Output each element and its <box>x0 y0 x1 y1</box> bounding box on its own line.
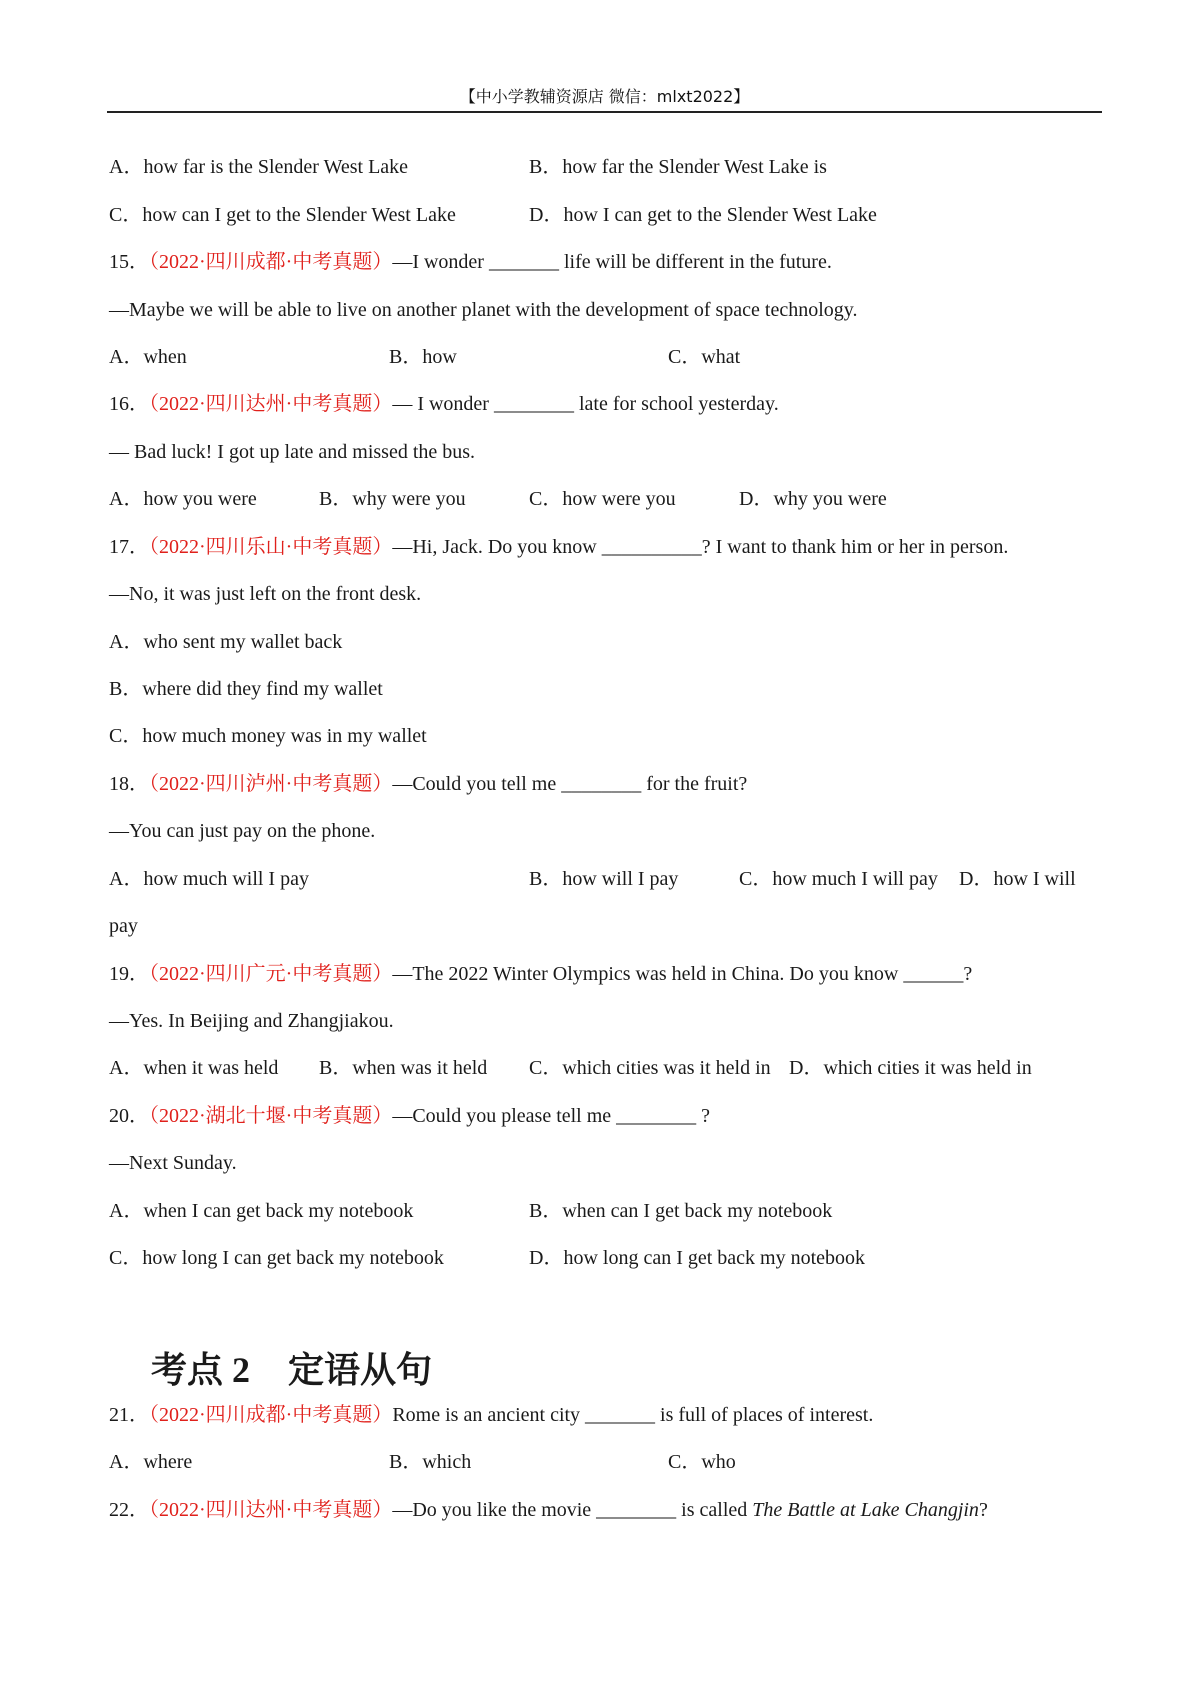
question-stem: —Do you like the movie ________ is called <box>392 1499 753 1521</box>
section-label: 考点 2 <box>151 1350 251 1390</box>
question-19 <box>109 961 972 987</box>
section-title: 定语从句 <box>288 1350 433 1390</box>
question-stem: —I wonder _______ life will be different in the future. <box>392 251 832 273</box>
q19-option-d: D．which cities it was held in <box>789 1057 1032 1079</box>
question-17 <box>109 534 1008 560</box>
q16-option-b: B．why were you <box>319 488 466 510</box>
question-number: 22． <box>109 1499 149 1521</box>
question-number: 17． <box>109 536 149 558</box>
q21-option-a: A．where <box>109 1451 193 1473</box>
q18-reply: —You can just pay on the phone. <box>109 820 376 842</box>
question-source: （2022·湖北十堰·中考真题） <box>149 1105 393 1127</box>
q15-option-c: C．what <box>668 346 741 368</box>
q15-reply: —Maybe we will be able to live on another planet with the development of space technology. <box>109 299 858 321</box>
question-22 <box>109 1497 988 1523</box>
section-heading <box>151 1342 432 1393</box>
q19-reply: —Yes. In Beijing and Zhangjiakou. <box>109 1010 394 1032</box>
question-number: 18． <box>109 773 149 795</box>
q15-option-a: A．when <box>109 346 187 368</box>
q18-option-a: A．how much will I pay <box>109 868 309 890</box>
question-source: （2022·四川乐山·中考真题） <box>149 536 393 558</box>
q18-option-d: D．how I will <box>959 868 1076 890</box>
q15-option-b: B．how <box>389 346 457 368</box>
question-number: 15． <box>109 251 149 273</box>
question-stem: —Could you tell me ________ for the fruit? <box>392 773 748 795</box>
question-20 <box>109 1103 710 1129</box>
question-source: （2022·四川广元·中考真题） <box>149 963 393 985</box>
q21-option-b: B．which <box>389 1451 472 1473</box>
question-number: 21． <box>109 1404 149 1426</box>
q14-option-b: B．how far the Slender West Lake is <box>529 156 827 178</box>
q18-option-b: B．how will I pay <box>529 868 679 890</box>
q17-option-c: C．how much money was in my wallet <box>109 725 427 747</box>
q16-option-c: C．how were you <box>529 488 676 510</box>
question-21 <box>109 1402 873 1428</box>
question-stem-end: ? <box>978 1499 988 1521</box>
q20-reply: —Next Sunday. <box>109 1152 237 1174</box>
q21-option-c: C．who <box>668 1451 736 1473</box>
question-source: （2022·四川泸州·中考真题） <box>149 773 393 795</box>
question-16 <box>109 391 779 417</box>
q14-option-d: D．how I can get to the Slender West Lake <box>529 204 877 226</box>
q20-option-d: D．how long can I get back my notebook <box>529 1247 866 1269</box>
q17-option-b: B．where did they find my wallet <box>109 678 383 700</box>
q16-option-a: A．how you were <box>109 488 257 510</box>
q17-option-a: A．who sent my wallet back <box>109 631 343 653</box>
q16-reply: — Bad luck! I got up late and missed the bus. <box>109 441 476 463</box>
q20-option-a: A．when I can get back my notebook <box>109 1200 414 1222</box>
page-header: 【中小学教辅资源店 微信：mlxt2022】 <box>459 87 750 106</box>
q16-option-d: D．why you were <box>739 488 887 510</box>
question-stem: — I wonder ________ late for school yesterday. <box>392 393 779 415</box>
q17-reply: —No, it was just left on the front desk. <box>109 583 422 605</box>
question-18 <box>109 771 747 797</box>
movie-title: The Battle at Lake Changjin <box>752 1499 979 1521</box>
q20-option-b: B．when can I get back my notebook <box>529 1200 833 1222</box>
question-number: 20． <box>109 1105 149 1127</box>
question-source: （2022·四川成都·中考真题） <box>149 1404 393 1426</box>
question-stem: —The 2022 Winter Olympics was held in China. Do you know ______? <box>392 963 973 985</box>
q20-option-c: C．how long I can get back my notebook <box>109 1247 444 1269</box>
question-stem: —Could you please tell me ________ ? <box>392 1105 711 1127</box>
question-source: （2022·四川成都·中考真题） <box>149 251 393 273</box>
q19-option-b: B．when was it held <box>319 1057 488 1079</box>
q19-option-c: C．which cities was it held in <box>529 1057 771 1079</box>
q18-option-d-continued: pay <box>109 915 138 937</box>
question-source: （2022·四川达州·中考真题） <box>149 1499 393 1521</box>
q14-option-c: C．how can I get to the Slender West Lake <box>109 204 456 226</box>
header-rule <box>107 111 1102 113</box>
question-number: 19． <box>109 963 149 985</box>
question-stem: Rome is an ancient city _______ is full of places of interest. <box>392 1404 874 1426</box>
question-source: （2022·四川达州·中考真题） <box>149 393 393 415</box>
question-stem: —Hi, Jack. Do you know __________? I want to thank him or her in person. <box>392 536 1009 558</box>
q19-option-a: A．when it was held <box>109 1057 279 1079</box>
q14-option-a: A．how far is the Slender West Lake <box>109 156 409 178</box>
question-15 <box>109 249 832 275</box>
q18-option-c: C．how much I will pay <box>739 868 938 890</box>
question-number: 16． <box>109 393 149 415</box>
